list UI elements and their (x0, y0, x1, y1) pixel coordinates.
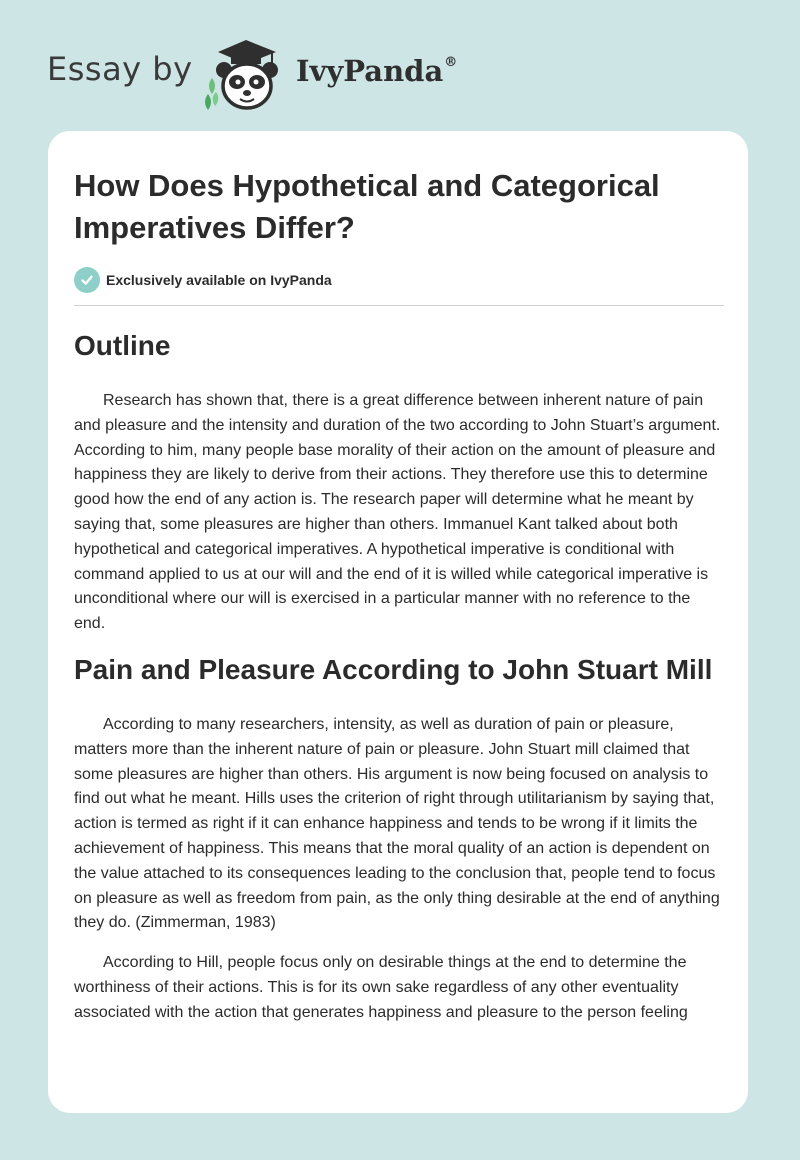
divider (74, 305, 724, 306)
page-title: How Does Hypothetical and Categorical Imperatives Differ? (74, 168, 660, 245)
brand-name[interactable] (296, 54, 457, 88)
brand-label: IvyPanda (296, 54, 444, 88)
site-header (0, 0, 800, 130)
check-icon (74, 267, 100, 293)
essay-card (48, 131, 748, 1113)
registered-mark: ® (444, 55, 458, 71)
section-heading-outline: Outline (74, 330, 171, 361)
paragraph: According to Hill, people focus only on desirable things at the end to determine the worthiness of their actions. This is for its own sake regardless of any other eventuality associated with the action that generates happiness and pleasure to the person feeling (74, 954, 688, 1021)
paragraph: According to many researchers, intensity, as well as duration of pain or pleasure, matters more than the inherent nature of pain or pleasure. John Stuart mill claimed that some pleasures are higher than others. His argument is now being focused on analysis to find out what he meant. Hills uses the criterion of right through utilitarianism by saying that, action is termed as right if it can enhance happiness and tends to be wrong if it limits the achievement of happiness. This means that the moral quality of an action is dependent on the value attached to its consequences leading to the conclusion that, people tend to focus on pleasure as well as freedom from pain, as the only thing desirable at the end of anything they do. (Zimmerman, 1983) (74, 715, 720, 932)
badge-text: Exclusively available on IvyPanda (106, 272, 332, 288)
essay-content (74, 165, 724, 1026)
section-heading-pain-and-pleasure: Pain and Pleasure According to John Stuart Mill (74, 653, 713, 685)
essay-by-label: Essay by (47, 50, 193, 88)
exclusive-badge (74, 267, 724, 293)
paragraph: Research has shown that, there is a great difference between inherent nature of pain and pleasure and the intensity and duration of the two according to John Stuart’s argument. According to him, many people base morality of their action on the amount of pleasure and happiness they are likely to derive from their actions. They therefore use this to determine good how the end of any action is. The research paper will determine what he meant by saying that, some pleasures are higher than others. Immanuel Kant talked about both hypothetical and categorical imperatives. A hypothetical imperative is conditional with command applied to us at our will and the end of it is willed while categorical imperative is unconditional where our will is exercised in a particular manner with no reference to the end. (74, 392, 721, 633)
panda-logo-icon[interactable] (200, 36, 292, 112)
